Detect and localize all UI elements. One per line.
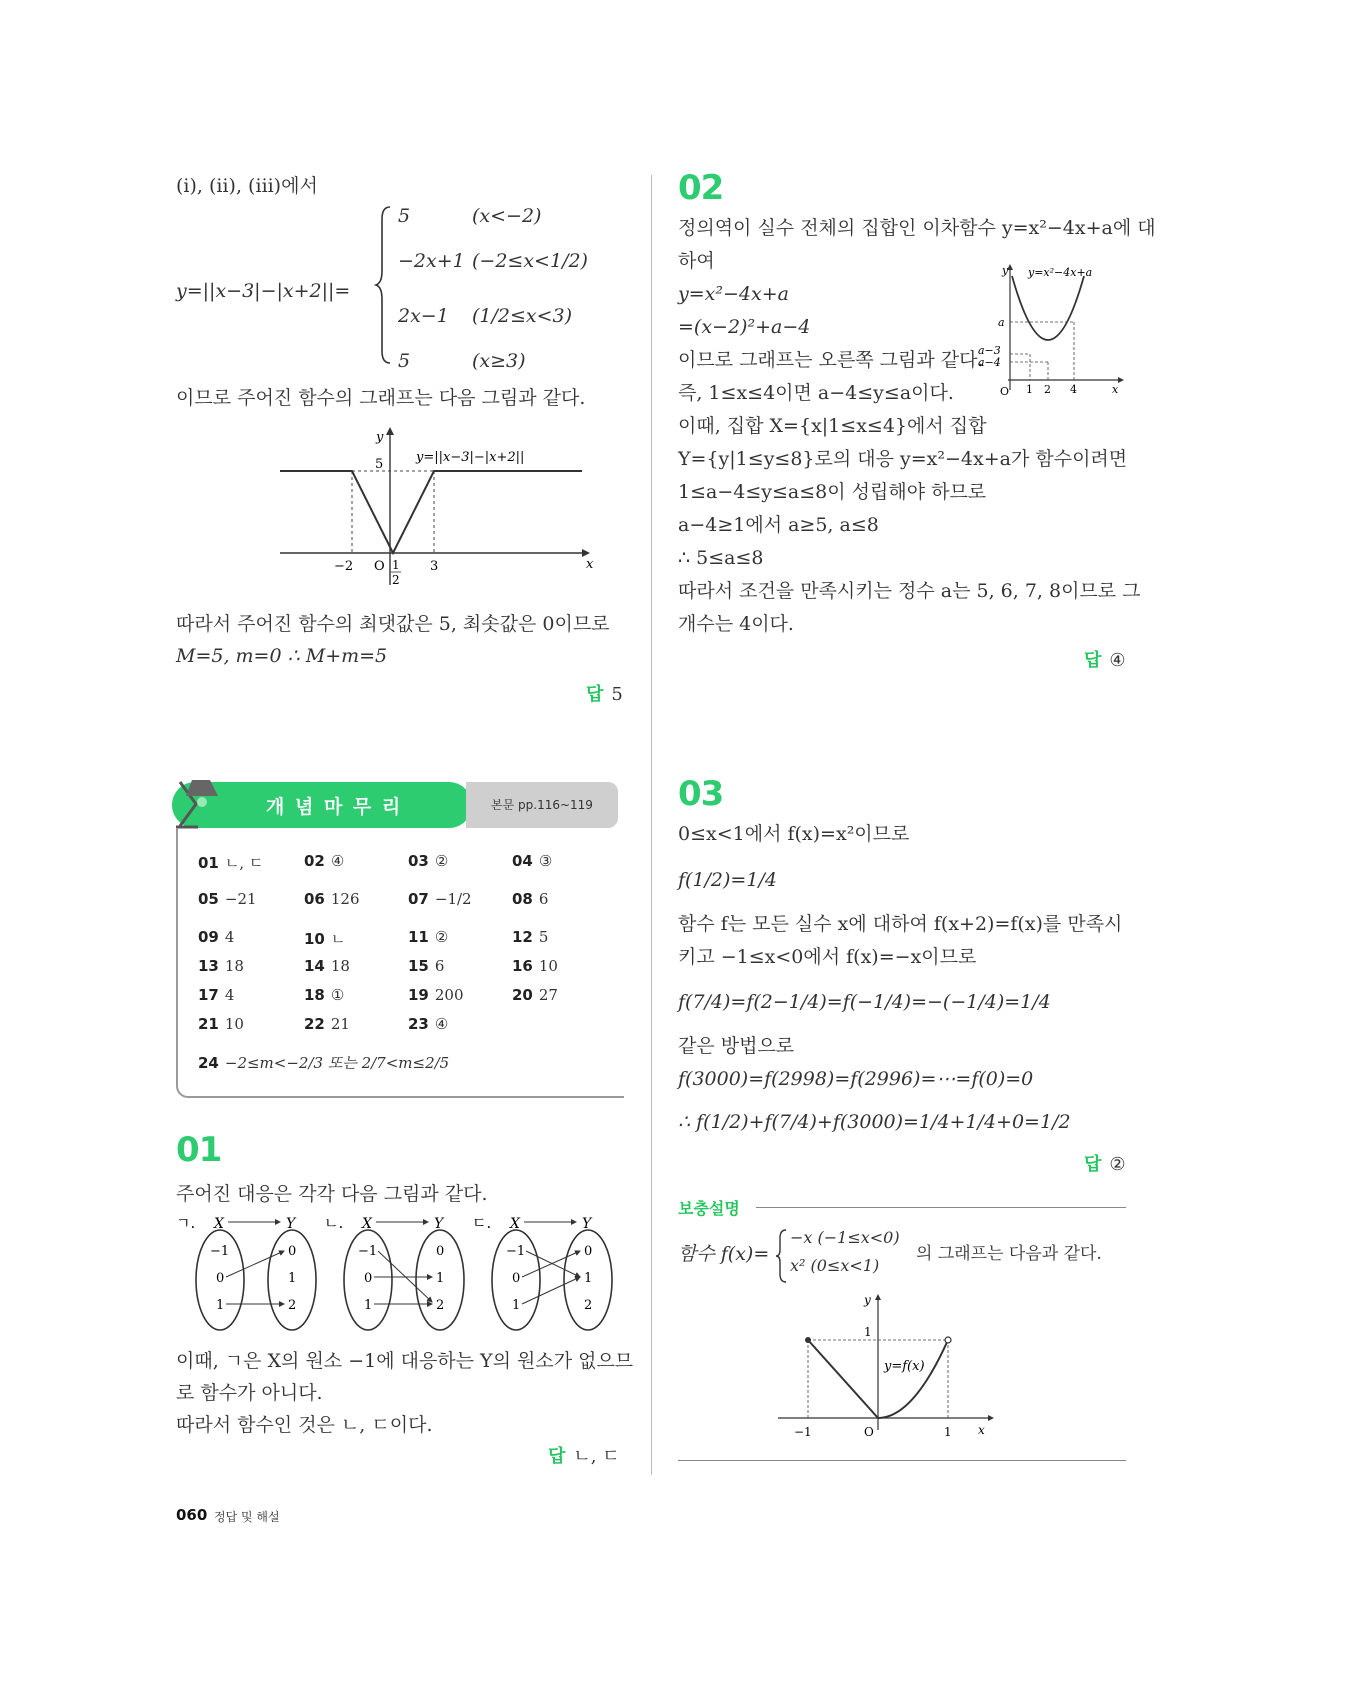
concept-title: 개 념 마 무 리 [266, 796, 403, 818]
piece-1-cond: (x<−2) [472, 205, 542, 227]
q01-line-3: 로 함수가 아니다. [176, 1382, 323, 1404]
svg-text:0: 0 [288, 1244, 297, 1259]
svg-text:y: y [864, 1293, 871, 1307]
q01-line-4: 따라서 함수인 것은 ㄴ, ㄷ이다. [176, 1414, 433, 1436]
svg-text:a−4: a−4 [978, 356, 1001, 369]
concept-item-07: 07 −1/2 [408, 890, 472, 908]
q02-line-3: y=x²−4x+a [678, 283, 789, 305]
q03-number: 03 [678, 774, 724, 814]
q02-line-7: 이때, 집합 X={x|1≤x≤4}에서 집합 [678, 415, 987, 437]
piecewise-lhs: y=||x−3|−|x+2||= [176, 280, 351, 302]
supplement-case-1: −x (−1≤x<0) [790, 1228, 900, 1247]
concept-item-14: 14 18 [304, 957, 350, 975]
x-label: x [586, 557, 594, 572]
x-arrow [582, 549, 590, 557]
piece-2-cond: (−2≤x<1/2) [472, 250, 588, 272]
svg-text:1: 1 [1026, 383, 1033, 396]
q02-line-11: ∴ 5≤a≤8 [678, 547, 764, 569]
q02-line-13: 개수는 4이다. [678, 613, 794, 635]
q03-line-8: ∴ f(1/2)+f(7/4)+f(3000)=1/4+1/4+0=1/2 [678, 1111, 1071, 1133]
mapping-c [472, 1214, 612, 1330]
svg-text:1: 1 [216, 1298, 225, 1313]
svg-text:1: 1 [944, 1425, 952, 1439]
open-point [945, 1337, 951, 1343]
q02-line-8: Y={y|1≤y≤8}로의 대응 y=x²−4x+a가 함수이려면 [678, 448, 1128, 470]
supplement-brace [774, 1228, 788, 1284]
mapping-a [176, 1214, 316, 1330]
concept-item-13: 13 18 [198, 957, 244, 975]
mapping-b-label: ㄴ. [324, 1214, 344, 1232]
svg-text:0: 0 [512, 1271, 521, 1286]
svg-text:Y: Y [582, 1216, 592, 1232]
q03-line-4: 키고 −1≤x<0에서 f(x)=−x이므로 [678, 946, 977, 968]
piece-4-expr: 5 [398, 350, 411, 372]
q03-line-6: 같은 방법으로 [678, 1035, 795, 1057]
mapping-diagrams [176, 1210, 624, 1335]
parabola-graph [978, 262, 1128, 400]
graph-intro: 이므로 주어진 함수의 그래프는 다음 그림과 같다. [176, 387, 586, 409]
concept-item-08: 08 6 [512, 890, 549, 908]
q03-line-7: f(3000)=f(2998)=f(2996)=⋯=f(0)=0 [678, 1068, 1034, 1090]
svg-text:0: 0 [216, 1271, 225, 1286]
abs-graph [276, 425, 596, 595]
y-label: y [376, 430, 384, 445]
half-num: 1 [392, 558, 400, 572]
concept-item-09: 09 4 [198, 928, 235, 946]
q03-line-5: f(7/4)=f(2−1/4)=f(−1/4)=−(−1/4)=1/4 [678, 991, 1051, 1013]
concept-item-19: 19 200 [408, 986, 464, 1004]
q03-line-3: 함수 f는 모든 실수 x에 대하여 f(x+2)=f(x)를 만족시 [678, 913, 1123, 935]
half-den: 2 [392, 573, 400, 587]
abs-curve [280, 471, 582, 553]
svg-text:−1: −1 [358, 1244, 378, 1259]
concept-item-20: 20 27 [512, 986, 558, 1004]
concept-item-23: 23 ④ [408, 1015, 449, 1033]
parabola-pos [878, 1340, 948, 1418]
segment-neg [808, 1340, 878, 1418]
svg-text:0: 0 [364, 1271, 373, 1286]
svg-text:2: 2 [288, 1298, 297, 1313]
concept-item-02: 02 ④ [304, 852, 345, 870]
y5-label: 5 [375, 457, 384, 472]
svg-text:−1: −1 [506, 1244, 526, 1259]
q02-line-12: 따라서 조건을 만족시키는 정수 a는 5, 6, 7, 8이므로 그 [678, 580, 1141, 602]
q01-number: 01 [176, 1130, 222, 1170]
concept-item-01: 01 ㄴ, ㄷ [198, 854, 264, 872]
concept-item-18: 18 ① [304, 986, 345, 1004]
svg-text:4: 4 [1070, 383, 1077, 396]
conclusion-2: M=5, m=0 ∴ M+m=5 [176, 645, 388, 667]
concept-item-16: 16 10 [512, 957, 558, 975]
concept-ref: 본문 pp.116~119 [466, 782, 618, 828]
x3-label: 3 [430, 559, 439, 574]
footer-section: 정답 및 해설 [214, 1510, 280, 1524]
svg-text:0: 0 [584, 1244, 593, 1259]
svg-text:Y: Y [434, 1216, 444, 1232]
piece-3-expr: 2x−1 [398, 305, 449, 327]
y-arrow [386, 427, 394, 435]
q02-line-9: 1≤a−4≤y≤a≤8이 성립해야 하므로 [678, 481, 987, 503]
svg-text:x: x [978, 1423, 985, 1437]
xm2-label: −2 [334, 559, 354, 574]
column-divider [651, 175, 652, 1475]
piece-4-cond: (x≥3) [472, 350, 526, 372]
supplement-graph [778, 1290, 1018, 1450]
svg-text:1: 1 [288, 1271, 297, 1286]
concept-item-12: 12 5 [512, 928, 549, 946]
q02-line-10: a−4≥1에서 a≥5, a≤8 [678, 514, 879, 536]
q03-line-2: f(1/2)=1/4 [678, 869, 777, 891]
svg-text:y: y [1002, 264, 1009, 277]
piece-1-expr: 5 [398, 205, 411, 227]
concept-item-24: 24 −2≤m<−2/3 또는 2/7<m≤2/5 [198, 1054, 450, 1072]
answer-value: 5 [611, 684, 623, 705]
q02-line-1: 정의역이 실수 전체의 집합인 이차함수 y=x²−4x+a에 대 [678, 217, 1156, 239]
supplement-func-prefix: 함수 f(x)= [678, 1243, 770, 1265]
parabola-curve [1012, 276, 1084, 340]
svg-text:2: 2 [1044, 383, 1051, 396]
curve-label: y=||x−3|−|x+2|| [416, 450, 525, 465]
q02-line-5: 이므로 그래프는 오른쪽 그림과 같다. [678, 349, 984, 371]
piecewise-brace [374, 205, 394, 365]
q03-line-1: 0≤x<1에서 f(x)=x²이므로 [678, 823, 910, 845]
concept-item-21: 21 10 [198, 1015, 244, 1033]
svg-text:1: 1 [512, 1298, 521, 1313]
svg-text:1: 1 [364, 1298, 373, 1313]
q02-line-2: 하여 [678, 250, 715, 272]
answer-left-top [586, 680, 623, 706]
q01-line-2: 이때, ㄱ은 X의 원소 −1에 대응하는 Y의 원소가 없으므 [176, 1350, 634, 1372]
svg-text:y=x²−4x+a: y=x²−4x+a [1028, 266, 1093, 279]
mapping-a-label: ㄱ. [176, 1214, 196, 1232]
svg-text:0: 0 [436, 1244, 445, 1259]
concept-item-11: 11 ② [408, 928, 449, 946]
supplement-rule [756, 1207, 1126, 1208]
q02-number: 02 [678, 168, 724, 208]
svg-text:y=f(x): y=f(x) [884, 1359, 925, 1374]
svg-text:1: 1 [584, 1271, 593, 1286]
svg-text:O: O [1000, 385, 1010, 398]
q01-line-1: 주어진 대응은 각각 다음 그림과 같다. [176, 1183, 488, 1205]
supplement-case-2: x² (0≤x<1) [790, 1256, 880, 1275]
svg-text:1: 1 [436, 1271, 445, 1286]
concept-item-17: 17 4 [198, 986, 235, 1004]
answer-q03: 답 ② [1084, 1154, 1126, 1175]
svg-text:X: X [510, 1216, 520, 1232]
svg-text:2: 2 [436, 1298, 445, 1313]
mapping-c-label: ㄷ. [472, 1214, 492, 1232]
q02-line-6: 즉, 1≤x≤4이면 a−4≤y≤a이다. [678, 382, 954, 404]
supplement-title: 보충설명 [678, 1199, 740, 1218]
answer-label: 답 [586, 684, 604, 705]
svg-text:X: X [362, 1216, 372, 1232]
svg-text:2: 2 [584, 1298, 593, 1313]
mapping-a-setx: X [214, 1216, 224, 1232]
svg-text:O: O [864, 1425, 874, 1439]
answer-q01: 답 ㄴ, ㄷ [548, 1446, 620, 1467]
concept-item-06: 06 126 [304, 890, 360, 908]
concept-item-22: 22 21 [304, 1015, 350, 1033]
page-number: 060 [176, 1506, 208, 1524]
mapping-a-sety: Y [286, 1216, 296, 1232]
concept-item-03: 03 ② [408, 852, 449, 870]
piece-3-cond: (1/2≤x<3) [472, 305, 573, 327]
concept-item-15: 15 6 [408, 957, 445, 975]
case-intro: (ⅰ), (ⅱ), (ⅲ)에서 [176, 175, 318, 197]
svg-text:a: a [998, 316, 1005, 329]
concept-item-10: 10 ㄴ [304, 930, 346, 948]
svg-text:1: 1 [864, 1325, 872, 1339]
lamp-icon [174, 774, 222, 830]
svg-text:a−3: a−3 [978, 344, 1001, 357]
svg-text:−1: −1 [794, 1425, 812, 1439]
piece-2-expr: −2x+1 [398, 250, 465, 272]
svg-text:x: x [1112, 383, 1119, 396]
supplement-bottom-rule [678, 1460, 1126, 1461]
mapping-b [324, 1214, 464, 1330]
conclusion-1: 따라서 주어진 함수의 최댓값은 5, 최솟값은 0이므로 [176, 613, 610, 635]
closed-point [805, 1337, 811, 1343]
supplement-suffix: 의 그래프는 다음과 같다. [916, 1244, 1102, 1264]
svg-text:−1: −1 [210, 1244, 230, 1259]
answer-q02: 답 ④ [1084, 650, 1126, 671]
origin-label: O [374, 559, 385, 574]
concept-item-05: 05 −21 [198, 890, 257, 908]
q02-line-4: =(x−2)²+a−4 [678, 316, 811, 338]
concept-item-04: 04 ③ [512, 852, 553, 870]
